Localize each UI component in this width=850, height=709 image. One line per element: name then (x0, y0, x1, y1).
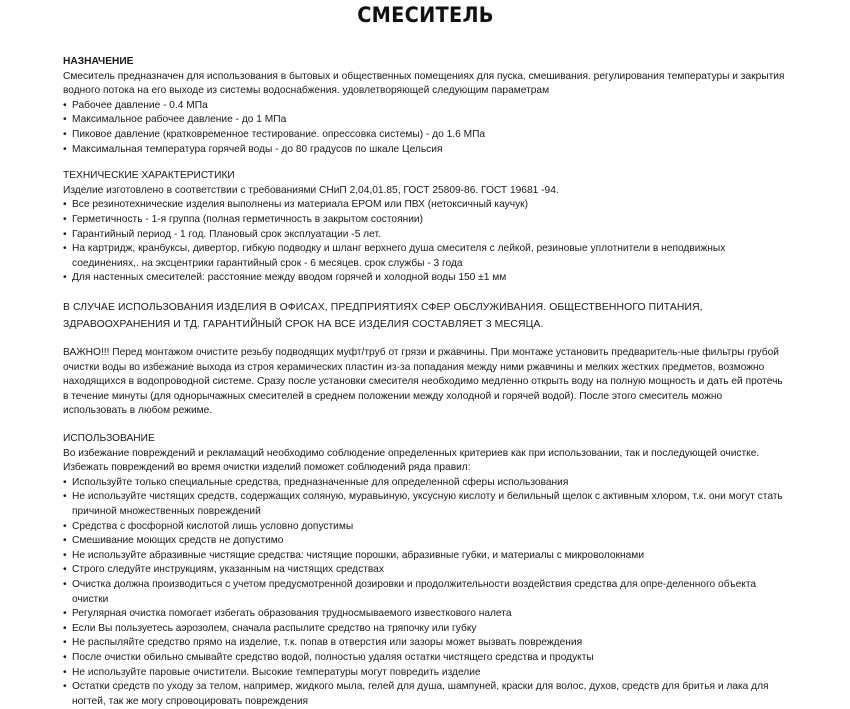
usage-heading: ИСПОЛЬЗОВАНИЕ (63, 433, 155, 445)
specs-heading: ТЕХНИЧЕСКИЕ ХАРАКТЕРИСТИКИ (63, 170, 235, 182)
list-item: • Максимальная температура горячей воды - до 80 градусов по шкале Цельсия (63, 143, 788, 158)
list-item: • Строго следуйте инструкциям, указанным на чистящих средствах (63, 563, 788, 578)
list-item: • Используйте только специальные средства, предназначенные для определенной сферы использования (63, 476, 788, 491)
office-notice-section (63, 300, 788, 333)
list-item: • Не распыляйте средство прямо на изделие, т.к. попав в отверстия или зазоры может вызвать повреждения (63, 636, 788, 651)
installation-warning: ВАЖНО!!! Перед монтажом очистите резьбу подводящих муфт/труб от грязи и ржавчины. При монтаже установить предваритель-ные фильтры грубой очистки воды во избежание выхода из строя керамических пластин из-за попадания между ними ржавчины и мелких жестких предметов, возможно находящихся в водопроводной системе. Сразу после установки смесителя необходимо медленно открыть воду на полную мощность и дать ей протечь в течение минуты (для однорычажных смесителей в среднем положении между холодной и горячей водой). После этого смеситель можно использовать в любом режиме. (63, 347, 783, 417)
list-item: • Герметичность - 1-я группа (полная герметичность в закрытом состоянии) (63, 213, 788, 228)
list-item: • Не используйте абразивные чистящие средства: чистящие порошки, абразивные губки, и материалы с микроволокнами (63, 549, 788, 564)
document-title: СМЕСИТЕЛЬ (357, 3, 494, 27)
list-item: • На картридж, кранбуксы, дивертор, гибкую подводку и шланг верхнего душа смесителя с лейкой, резиновые уплотнители в неподвижных соединениях,. на эксцентрики гарантийный срок - 6 месяцев. срок службы - 3 года (63, 242, 788, 271)
list-item: • Очистка должна производиться с учетом предусмотренной дозировки и продолжительности воздействия средства для опре-деленного объекта очистки (63, 578, 788, 607)
list-item: • После очистки обильно смывайте средство водой, полностью удаляя остатки чистящего средства и продукты (63, 651, 788, 666)
purpose-section (63, 55, 788, 157)
list-item: • Для настенных смесителей: расстояние между вводом горячей и холодной воды 150 ±1 мм (63, 271, 788, 286)
list-item: • Остатки средств по уходу за телом, например, жидкого мыла, гелей для душа, шампуней, краски для волос, духов, средств для бритья и лака для ногтей, так же могу спровоцировать повреждения (63, 680, 788, 709)
specs-section (63, 169, 788, 286)
usage-intro: Во избежание повреждений и рекламаций необходимо соблюдение определенных критериев как при использовании, так и последующей очистке. Избежать повреждений во время очистки изделий поможет соблюдений ряда правил: (63, 447, 760, 474)
purpose-list (63, 99, 788, 157)
list-item: • Не используйте паровые очистители. Высокие температуры могут повредить изделие (63, 666, 788, 681)
purpose-heading: НАЗНАЧЕНИЕ (63, 56, 134, 67)
list-item: • Если Вы пользуетесь аэрозолем, сначала распылите средство на тряпочку или губку (63, 622, 788, 637)
usage-list (63, 476, 788, 709)
specs-intro: Изделие изготовлено в соответствии с требованиями СНиП 2,04,01.85, ГОСТ 25809-86. ГОСТ 19681 -94. (63, 184, 559, 196)
list-item: • Пиковое давление (кратковременное тестирование. опрессовка системы) - до 1.6 МПа (63, 128, 788, 143)
list-item: • Рабочее давление - 0.4 МПа (63, 99, 788, 114)
specs-list (63, 198, 788, 286)
list-item: • Максимальное рабочее давление - до 1 МПа (63, 113, 788, 128)
warning-section (63, 346, 788, 419)
list-item: • Все резинотехнические изделия выполнены из материала EPOM или ПВХ (нетоксичный каучук) (63, 198, 788, 213)
list-item: • Смешивание моющих средств не допустимо (63, 534, 788, 549)
list-item: • Средства с фосфорной кислотой лишь условно допустимы (63, 520, 788, 535)
purpose-intro: Смеситель предназначен для использования в бытовых и общественных помещениях для пуска, смешивания. регулирования температуры и закрытия водного потока на его выходе из системы водоснабжения. удовлетворяющей следующим параметрам (63, 70, 785, 97)
list-item: • Регулярная очистка помогает избегать образования трудносмываемого известкового налета (63, 607, 788, 622)
office-warranty-notice: В СЛУЧАЕ ИСПОЛЬЗОВАНИЯ ИЗДЕЛИЯ В ОФИСАХ, ПРЕДПРИЯТИЯХ СФЕР ОБСЛУЖИВАНИЯ. ОБЩЕСТВЕННОГО ПИТАНИЯ, ЗДРАВООХРАНЕНИЯ И ТД. ГАРАНТИЙНЫЙ СРОК НА ВСЕ ИЗДЕЛИЯ СОСТАВЛЯЕТ 3 МЕСЯЦА. (63, 301, 703, 330)
list-item: • Гарантийный период - 1 год. Плановый срок эксплуатации -5 лет. (63, 228, 788, 243)
list-item: • Не используйте чистящих средств, содержащих соляную, муравьиную, уксусную кислоту и белильный щелок с активным хлором, т.к. они могут стать причиной множественных повреждений (63, 490, 788, 519)
usage-section (63, 432, 788, 709)
